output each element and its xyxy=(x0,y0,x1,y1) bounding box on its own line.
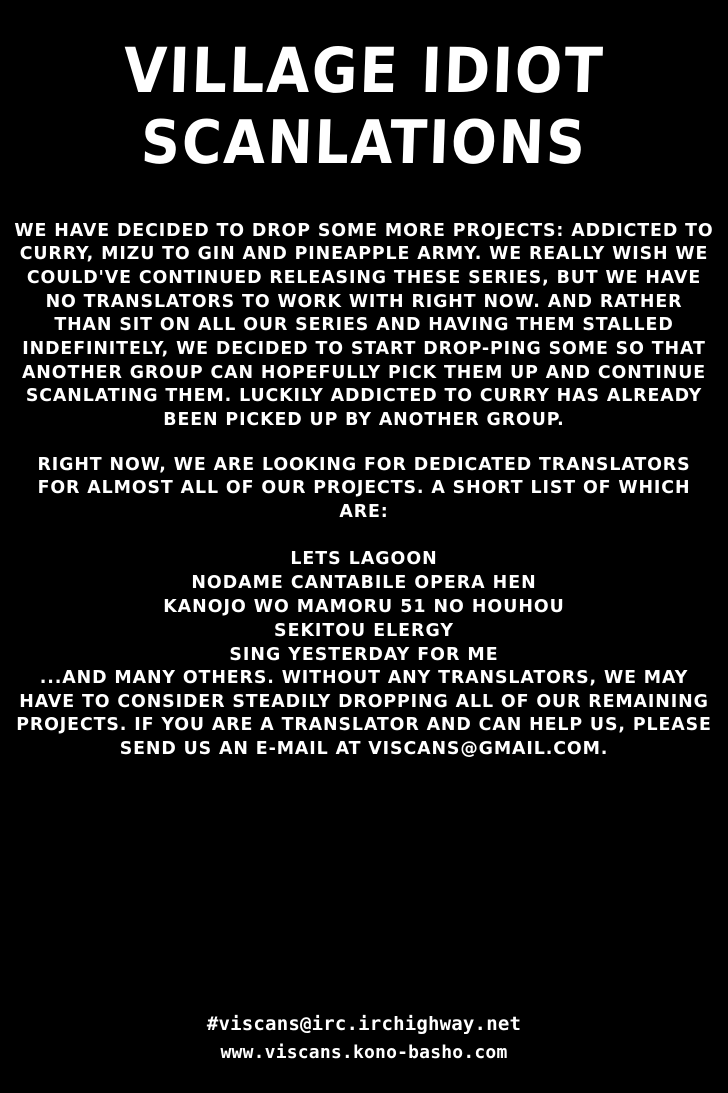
list-item: NODAME CANTABILE OPERA HEN xyxy=(191,572,537,593)
irc-channel: #viscans@irc.irchighway.net xyxy=(206,1012,522,1035)
website-url: www.viscans.kono-basho.com xyxy=(220,1042,508,1064)
paragraph-drop-notice: WE HAVE DECIDED TO DROP SOME MORE PROJECTS: ADDICTED TO CURRY, MIZU TO GIN AND PINEAPPLE ARMY. WE REALLY WISH WE COULD'VE CONTINUED RELEASING THESE SERIES, BUT WE HAVE NO TRANSLATORS TO WORK WITH RIGHT NOW. AND RATHER THAN SIT ON ALL OUR SERIES AND HAVING THEM STALLED INDEFINITELY, WE DECIDED TO START DROP-PING SOME SO THAT ANOTHER GROUP CAN HOPEFULLY PICK THEM UP AND CONTINUE SCANLATING THEM. LUCKILY ADDICTED TO CURRY HAS ALREADY BEEN PICKED UP BY ANOTHER GROUP. xyxy=(14,220,714,431)
list-item: KANOJO WO MAMORU 51 NO HOUHOU xyxy=(163,596,565,617)
footer xyxy=(0,1010,728,1067)
list-item: SEKITOU ELERGY xyxy=(274,620,454,641)
list-item: LETS LAGOON xyxy=(290,548,438,569)
project-list xyxy=(10,547,718,667)
paragraph-translators-wanted: RIGHT NOW, WE ARE LOOKING FOR DEDICATED TRANSLATORS FOR ALMOST ALL OF OUR PROJECTS. A SHORT LIST OF WHICH ARE: xyxy=(37,454,691,523)
announcement-body xyxy=(0,220,728,762)
page-title xyxy=(0,0,728,176)
title-line-1: VILLAGE IDIOT xyxy=(122,34,606,107)
title-line-2: SCANLATIONS xyxy=(139,107,589,178)
list-item: SING YESTERDAY FOR ME xyxy=(229,644,499,665)
paragraph-closing: ...AND MANY OTHERS. WITHOUT ANY TRANSLATORS, WE MAY HAVE TO CONSIDER STEADILY DROPPING ALL OF OUR REMAINING PROJECTS. IF YOU ARE A TRANSLATOR AND CAN HELP US, PLEASE SEND US AN E-MAIL AT VISCANS@GMAIL.COM. xyxy=(16,667,712,759)
